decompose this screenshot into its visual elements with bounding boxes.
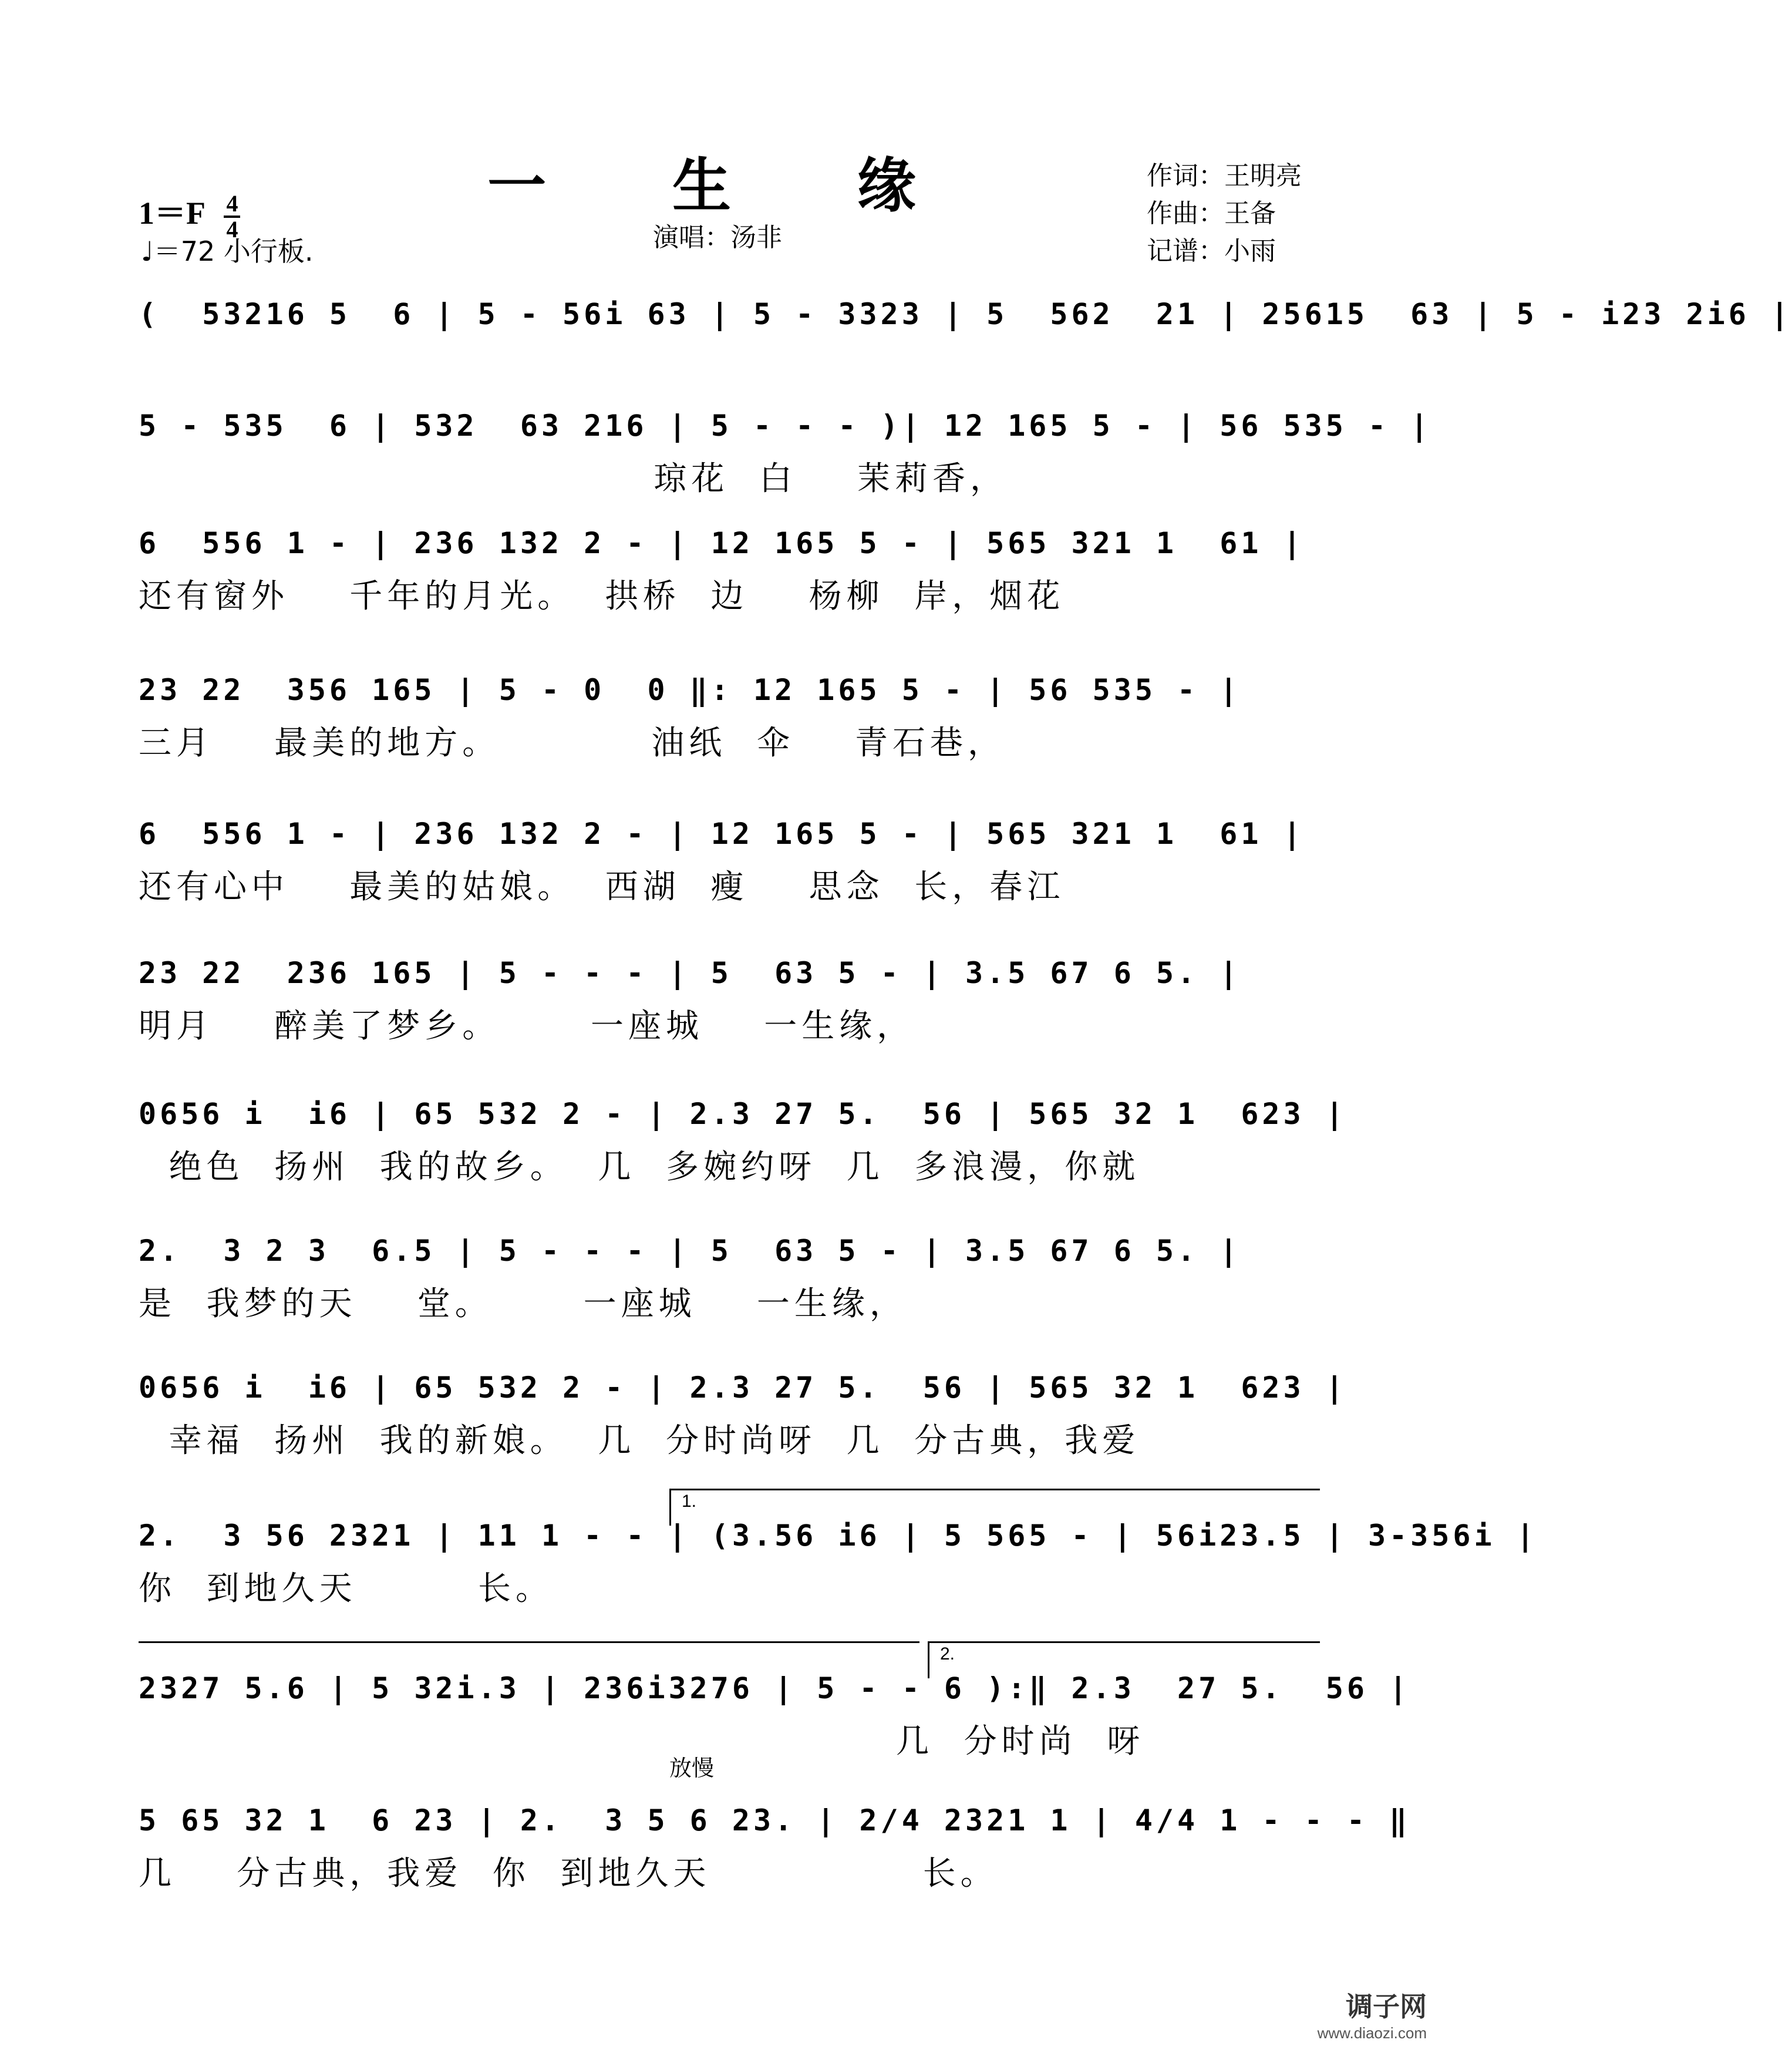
lyrics-line: 几 分古典，我爱 你 到地久天 长。 (139, 1854, 998, 1893)
time-signature-denominator: 4 (226, 216, 238, 243)
notation-line: 0656 i i6 | 65 532 2 - | 2.3 27 5. 56 | 565 32 1 623 | (139, 1371, 1347, 1405)
notation-line: 6 556 1 - | 236 132 2 - | 12 165 5 - | 565 321 1 61 | (139, 817, 1305, 851)
site-watermark (1318, 1985, 1427, 2042)
volta-label-1: 1. (682, 1492, 697, 1511)
watermark-url: www.diaozi.com (1317, 2024, 1427, 2042)
singer-credit: 演唱：汤非 (653, 223, 782, 253)
notation-line: 2327 5.6 | 5 32i.3 | 236i3276 | 5 - - 6 ):‖ 2.3 27 5. 56 | (139, 1671, 1411, 1705)
transcriber-credit: 记谱：小雨 (1147, 236, 1276, 266)
composer-credit: 作曲：王备 (1147, 198, 1276, 228)
lyrics-line: 绝色 扬州 我的故乡。 几 多婉约呀 几 多浪漫，你就 (139, 1148, 1140, 1186)
notation-line: 23 22 356 165 | 5 - 0 0 ‖: 12 165 5 - | 56 535 - | (139, 673, 1241, 707)
notation-line: 5 - 535 6 | 532 63 216 | 5 - - - )| 12 165 5 - | 56 535 - | (139, 409, 1432, 443)
lyrics-line: 三月 最美的地方。 油纸 伞 青石巷， (139, 724, 1006, 762)
lyrics-line: 琼花 白 茉莉香， (139, 460, 1008, 498)
notation-line: 2. 3 2 3 6.5 | 5 - - - | 5 63 5 - | 3.5 67 6 5. | (139, 1234, 1241, 1268)
notation-line: 23 22 236 165 | 5 - - - | 5 63 5 - | 3.5 67 6 5. | (139, 956, 1241, 990)
lyricist-credit: 作词：王明亮 (1147, 161, 1302, 191)
watermark-site-name: 调子网 (1346, 1991, 1427, 2022)
notation-line: 5 65 32 1 6 23 | 2. 3 5 6 23. | 2/4 2321 1 | 4/4 1 - - - ‖ (139, 1803, 1411, 1837)
notation-line: ( 53216 5 6 | 5 - 56i 63 | 5 - 3323 | 5 562 21 | 25615 63 | 5 - i23 2i6 | (139, 297, 1792, 331)
lyrics-line: 幸福 扬州 我的新娘。 几 分时尚呀 几 分古典，我爱 (139, 1422, 1140, 1460)
song-title: 一 生 缘 (487, 151, 969, 220)
lyrics-line: 明月 醉美了梦乡。 一座城 一生缘， (139, 1007, 915, 1045)
lyrics-line: 还有窗外 千年的月光。 拱桥 边 杨柳 岸，烟花 (139, 577, 1065, 615)
notation-line: 2. 3 56 2321 | 11 1 - - | (3.56 i6 | 5 565 - | 56i23.5 | 3-356i | (139, 1519, 1538, 1553)
time-signature-numerator: 4 (224, 192, 240, 218)
tempo-marking: ♩＝72 小行板. (141, 235, 314, 267)
credits-block (1147, 157, 1302, 270)
notation-line: 0656 i i6 | 65 532 2 - | 2.3 27 5. 56 | 565 32 1 623 | (139, 1097, 1347, 1131)
lyrics-line: 几 分时尚 呀 (139, 1722, 1145, 1761)
key-label: 1＝F (139, 196, 204, 231)
lyrics-line: 你 到地久天 长。 (139, 1570, 554, 1608)
volta-label-2: 2. (940, 1644, 955, 1664)
tempo-change-marking: 放慢 (669, 1755, 715, 1781)
lyrics-line: 还有心中 最美的姑娘。 西湖 瘦 思念 长，春江 (139, 868, 1065, 906)
notation-line: 6 556 1 - | 236 132 2 - | 12 165 5 - | 565 321 1 61 | (139, 526, 1305, 560)
lyrics-line: 是 我梦的天 堂。 一座城 一生缘， (139, 1285, 907, 1323)
